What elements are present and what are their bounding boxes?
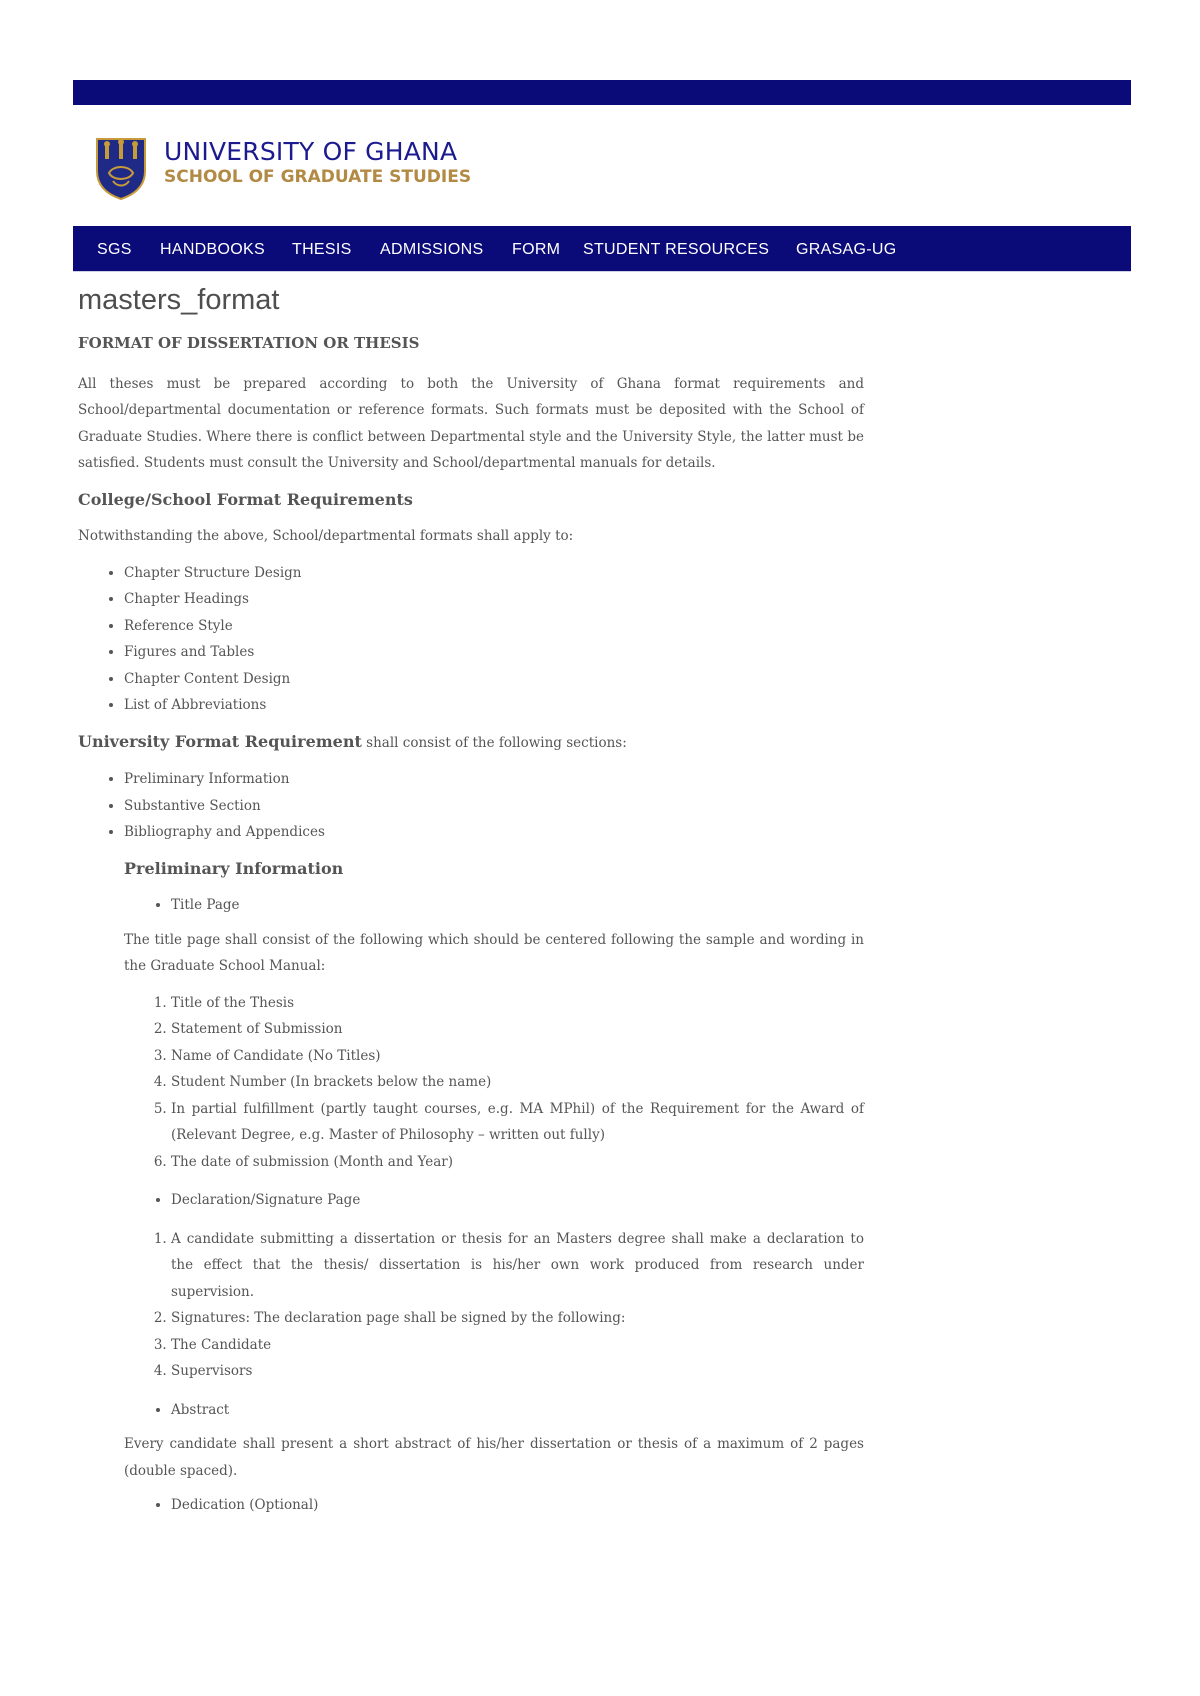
preliminary-heading: Preliminary Information [124, 858, 344, 878]
list-item: 2. Statement of Submission [171, 1016, 864, 1043]
preliminary-section [78, 856, 864, 1519]
university-requirement-text: shall consist of the following sections: [361, 734, 627, 751]
nav-item-grasag-ug[interactable]: GRASAG-UG [796, 241, 897, 258]
list-item: • List of Abbreviations [124, 692, 864, 719]
list-item: • Declaration/Signature Page [171, 1187, 864, 1214]
college-heading: College/School Format Requirements [78, 489, 413, 509]
list-item: 6. The date of submission (Month and Year) [171, 1149, 864, 1176]
intro-paragraph: All theses must be prepared according to both the University of Ghana format requirements and School/departmental documentation or reference formats. Such formats must be deposited with the School of Graduate Studies. Where there is conflict between Departmental style and the University Style, the latter must be satisfied. Students must consult the University and School/departmental manuals for details. [78, 375, 864, 471]
nav-item-sgs[interactable]: SGS [97, 241, 132, 258]
nav-item-handbooks[interactable]: HANDBOOKS [160, 241, 265, 258]
list-item: 4. Supervisors [171, 1358, 864, 1385]
list-item: 1. Title of the Thesis [171, 990, 864, 1017]
list-item: 4. Student Number (In brackets below the name) [171, 1069, 864, 1096]
nav-item-form[interactable]: FORM [512, 241, 561, 258]
list-item: • Bibliography and Appendices [124, 819, 864, 846]
list-item: 5. In partial fulfillment (partly taught courses, e.g. MA MPhil) of the Requirement for the Award of (Relevant Degree, e.g. Master of Philosophy – written out fully) [171, 1096, 864, 1149]
college-intro-text: Notwithstanding the above, School/departmental formats shall apply to: [78, 528, 574, 544]
nav-item-admissions[interactable]: ADMISSIONS [380, 241, 484, 258]
list-item: 3. The Candidate [171, 1332, 864, 1359]
list-item: • Abstract [171, 1397, 864, 1424]
list-item: • Chapter Content Design [124, 666, 864, 693]
declaration-bullet [124, 1187, 864, 1214]
list-item: • Chapter Structure Design [124, 560, 864, 587]
list-item: • Substantive Section [124, 793, 864, 820]
article-content [78, 330, 864, 1519]
logo-title: UNIVERSITY OF GHANA [164, 137, 458, 166]
university-requirement-line [78, 729, 864, 757]
university-logo[interactable] [93, 129, 513, 201]
main-nav [73, 226, 1131, 272]
abstract-paragraph: Every candidate shall present a short abstract of his/her dissertation or thesis of a maximum of 2 pages (double spaced). [124, 1436, 864, 1479]
list-item: • Chapter Headings [124, 586, 864, 613]
title-page-bullet [124, 892, 864, 919]
college-requirements-list [78, 560, 864, 719]
title-page-paragraph: The title page shall consist of the following which should be centered following the sample and wording in the Graduate School Manual: [124, 931, 864, 974]
list-item: • Reference Style [124, 613, 864, 640]
list-item: 1. A candidate submitting a dissertation or thesis for an Masters degree shall make a declaration to the effect that the thesis/ dissertation is his/her own work produced from research under supervision. [171, 1226, 864, 1306]
list-item: • Preliminary Information [124, 766, 864, 793]
university-crest-icon [93, 133, 149, 201]
declaration-items [124, 1226, 864, 1385]
logo-subtitle: SCHOOL OF GRADUATE STUDIES [164, 167, 472, 187]
page-title: masters_format [78, 284, 280, 316]
dedication-bullet [124, 1492, 864, 1519]
list-item: 3. Name of Candidate (No Titles) [171, 1043, 864, 1070]
nav-item-student-resources[interactable]: STUDENT RESOURCES [583, 241, 770, 258]
list-item: 2. Signatures: The declaration page shall be signed by the following: [171, 1305, 864, 1332]
top-banner-bar [73, 80, 1131, 105]
section-heading: FORMAT OF DISSERTATION OR THESIS [78, 334, 420, 352]
title-page-items [124, 990, 864, 1176]
abstract-bullet [124, 1397, 864, 1424]
list-item: • Dedication (Optional) [171, 1492, 864, 1519]
list-item: • Title Page [171, 892, 864, 919]
university-sections-list [78, 766, 864, 846]
nav-item-thesis[interactable]: THESIS [292, 241, 352, 258]
university-requirement-heading: University Format Requirement [78, 731, 362, 751]
list-item: • Figures and Tables [124, 639, 864, 666]
